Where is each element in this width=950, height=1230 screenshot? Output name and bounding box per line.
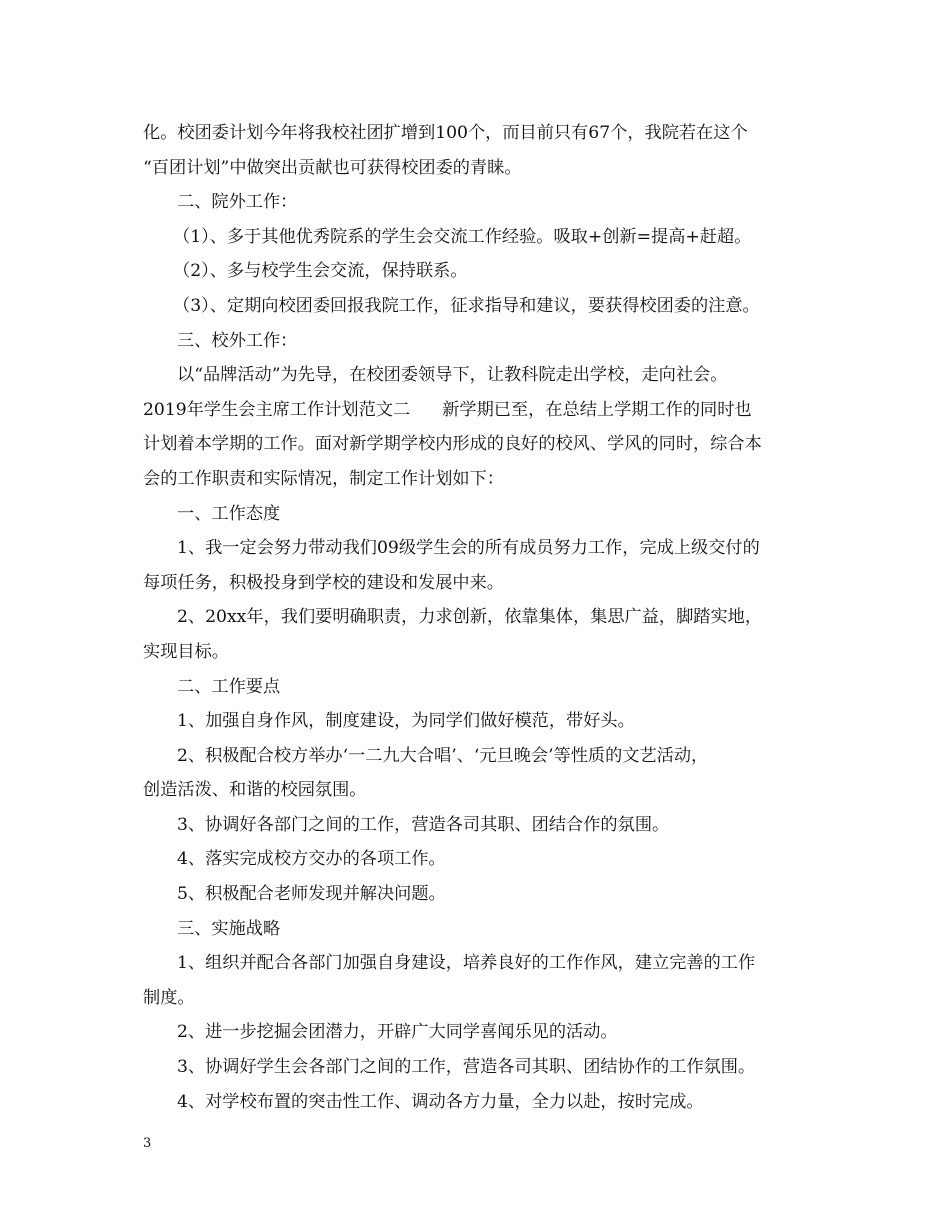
section-heading: 二、院外工作： bbox=[177, 192, 298, 213]
text-line: 计划着本学期的工作。面对新学期学校内形成的良好的校风、学风的同时，综合本 bbox=[143, 434, 762, 455]
text-line: 5、积极配合老师发现并解决问题。 bbox=[177, 884, 446, 905]
text-line: 化。校团委计划今年将我校社团扩增到100个，而目前只有67个，我院若在这个 bbox=[143, 123, 748, 143]
section-heading: 三、实施战略 bbox=[177, 918, 281, 939]
list-item: （1）、多于其他优秀院系的学生会交流工作经验。吸取+创新=提高+赶超。 bbox=[173, 226, 752, 247]
text-line: 2、20xx年，我们要明确职责，力求创新，依靠集体，集思广益，脚踏实地， bbox=[177, 607, 763, 628]
text-line: 1、我一定会努力带动我们09级学生会的所有成员努力工作，完成上级交付的 bbox=[177, 538, 760, 559]
paragraph-start: 新学期已至，在总结上学期工作的同时也 bbox=[442, 399, 752, 420]
text-line: 1、加强自身作风，制度建设，为同学们做好模范，带好头。 bbox=[177, 711, 635, 732]
text-line: 3、协调好各部门之间的工作，营造各司其职、团结合作的氛围。 bbox=[177, 814, 670, 835]
text-line: 以“品牌活动”为先导，在校团委领导下，让教科院走出学校，走向社会。 bbox=[177, 365, 728, 386]
document-body bbox=[143, 116, 811, 1119]
section-heading: 一、工作态度 bbox=[177, 503, 281, 524]
text-line: 会的工作职责和实际情况，制定工作计划如下： bbox=[143, 468, 504, 489]
text-line: 实现目标。 bbox=[143, 641, 229, 662]
text-line: 4、落实完成校方交办的各项工作。 bbox=[177, 849, 446, 870]
text-line: 2、进一步挖掘会团潜力，开辟广大同学喜闻乐见的活动。 bbox=[177, 1022, 618, 1043]
text-line: 1、组织并配合各部门加强自身建设，培养良好的工作作风，建立完善的工作 bbox=[177, 953, 756, 974]
text-line: 4、对学校布置的突击性工作、调动各方力量，全力以赴，按时完成。 bbox=[177, 1091, 704, 1112]
section-heading: 三、校外工作： bbox=[177, 330, 298, 351]
page-number: 3 bbox=[143, 1136, 152, 1151]
article-title-line bbox=[143, 393, 811, 428]
text-line: 每项任务，积极投身到学校的建设和发展中来。 bbox=[143, 572, 504, 593]
text-line: 3、协调好学生会各部门之间的工作，营造各司其职、团结协作的工作氛围。 bbox=[177, 1057, 756, 1078]
section-heading: 二、工作要点 bbox=[177, 676, 281, 697]
list-item: （3）、定期向校团委回报我院工作，征求指导和建议，要获得校团委的注意。 bbox=[173, 295, 760, 316]
text-line: “百团计划”中做突出贡献也可获得校团委的青睐。 bbox=[143, 157, 522, 178]
text-line: 创造活泼、和谐的校园氛围。 bbox=[143, 780, 367, 801]
text-line: 2、积极配合校方举办‘一二九大合唱’、‘元旦晚会’等性质的文艺活动， bbox=[177, 745, 709, 766]
list-item: （2）、多与校学生会交流，保持联系。 bbox=[173, 261, 468, 282]
text-line: 制度。 bbox=[143, 987, 195, 1008]
article-title: 2019年学生会主席工作计划范文二 bbox=[143, 399, 411, 420]
